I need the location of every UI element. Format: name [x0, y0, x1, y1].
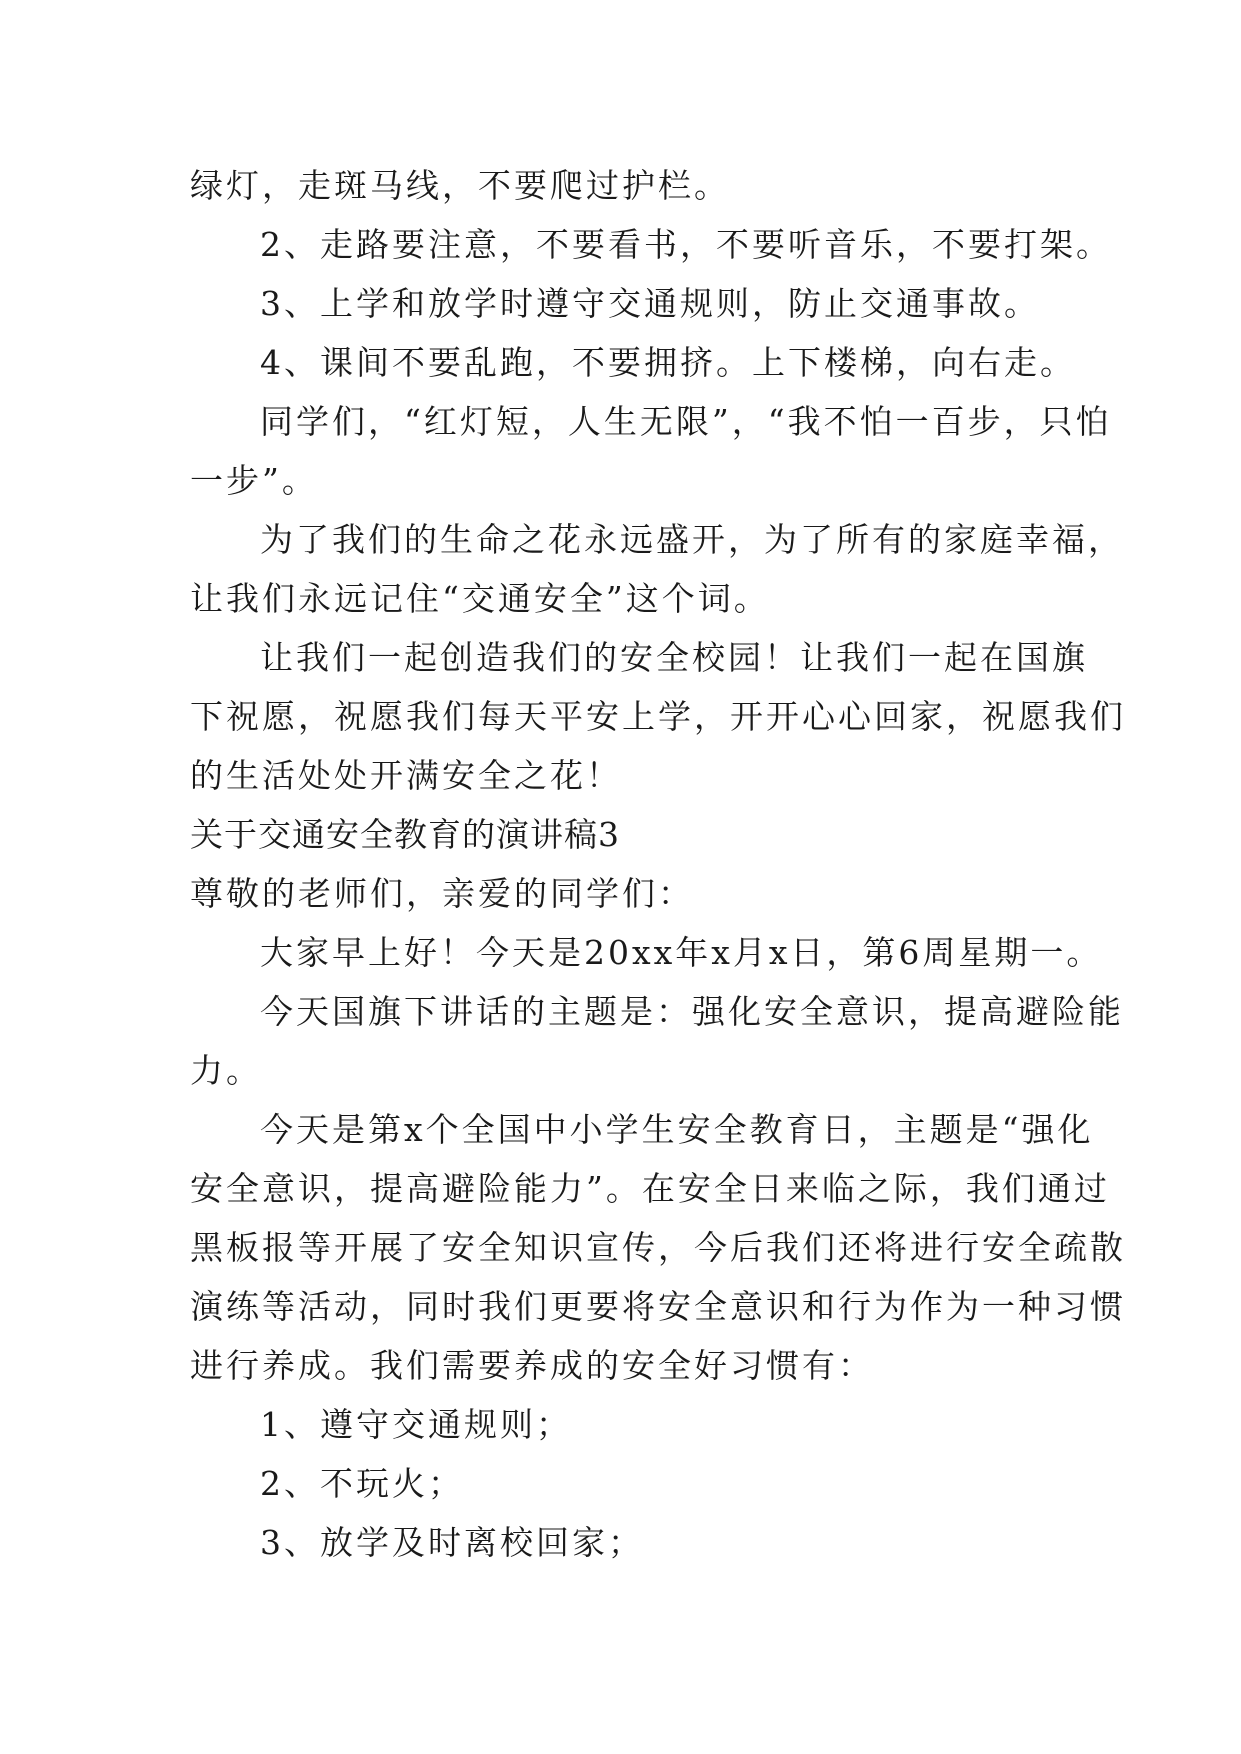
text-line: 让我们一起创造我们的安全校园！让我们一起在国旗	[260, 638, 1088, 677]
text-line: 安全意识，提高避险能力”。在安全日来临之际，我们通过	[190, 1169, 1110, 1208]
text-line: 绿灯，走斑马线，不要爬过护栏。	[190, 166, 730, 205]
list-item: 2、不玩火；	[260, 1464, 464, 1503]
text-line: 4、课间不要乱跑，不要拥挤。上下楼梯，向右走。	[260, 343, 1076, 382]
text-line: 的生活处处开满安全之花！	[190, 756, 622, 795]
text-line: 下祝愿，祝愿我们每天平安上学，开开心心回家，祝愿我们	[190, 697, 1126, 736]
text-line: 为了我们的生命之花永远盛开，为了所有的家庭幸福，	[260, 520, 1124, 559]
text-line: 3、上学和放学时遵守交通规则，防止交通事故。	[260, 284, 1040, 323]
text-line: 一步”。	[190, 461, 318, 500]
text-line: 今天是第x个全国中小学生安全教育日，主题是“强化	[260, 1110, 1094, 1149]
text-line: 力。	[190, 1051, 262, 1090]
text-line: 黑板报等开展了安全知识宣传，今后我们还将进行安全疏散	[190, 1228, 1126, 1267]
text-line: 今天国旗下讲话的主题是：强化安全意识，提高避险能	[260, 992, 1124, 1031]
text-line: 演练等活动，同时我们更要将安全意识和行为作为一种习惯	[190, 1287, 1126, 1326]
text-line: 同学们，“红灯短，人生无限”，“我不怕一百步，只怕	[260, 402, 1112, 441]
text-line: 大家早上好！今天是20xx年x月x日，第6周星期一。	[260, 933, 1103, 972]
list-item: 3、放学及时离校回家；	[260, 1523, 644, 1562]
text-line: 让我们永远记住“交通安全”这个词。	[190, 579, 770, 618]
text-line: 进行养成。我们需要养成的安全好习惯有：	[190, 1346, 874, 1385]
document-body	[190, 156, 1126, 1572]
text-line: 2、走路要注意，不要看书，不要听音乐，不要打架。	[260, 225, 1112, 264]
salutation: 尊敬的老师们，亲爱的同学们：	[190, 874, 694, 913]
section-heading: 关于交通安全教育的演讲稿3	[190, 815, 620, 854]
list-item: 1、遵守交通规则；	[260, 1405, 572, 1444]
